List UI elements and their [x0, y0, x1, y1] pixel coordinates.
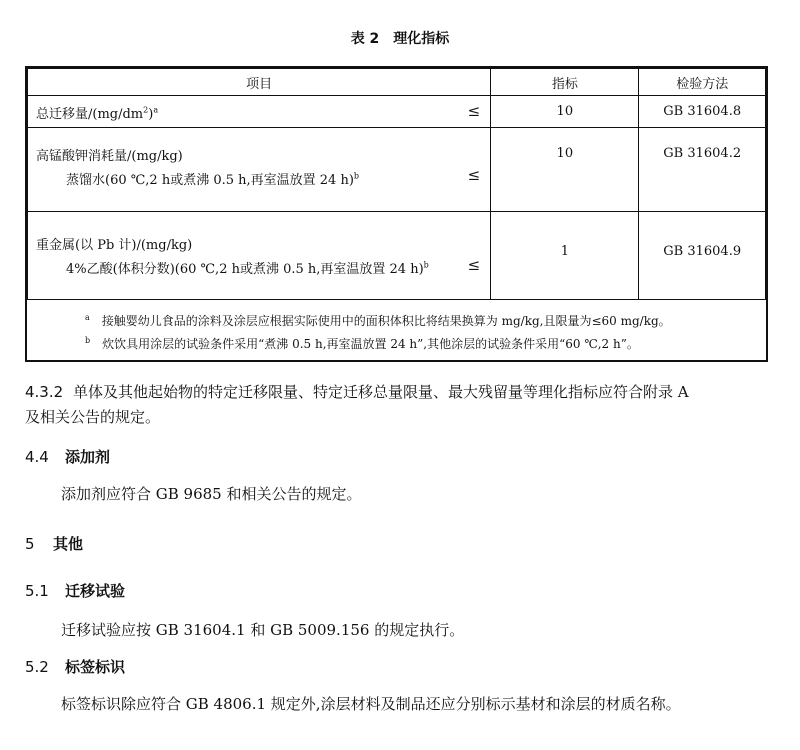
row1-item-close: ) [148, 107, 154, 122]
header-test-method: 检验方法 [639, 69, 766, 96]
table-row [28, 128, 766, 212]
table-row [28, 212, 766, 300]
footnote-a-mark: a [85, 313, 90, 322]
section-5-2-title: 标签标识 [65, 658, 126, 676]
section-5-number: 5 [25, 535, 35, 553]
section-5-2-number: 5.2 [25, 658, 49, 676]
row2-item-condition: 蒸馏水(60 ℃,2 h或煮沸 0.5 h,再室温放置 24 h) [66, 173, 354, 188]
table-title: 表 2 理化指标 [350, 31, 450, 47]
header-item: 项目 [28, 69, 491, 96]
row1-value: 10 [491, 96, 639, 128]
row1-leq-symbol: ≤ [467, 102, 481, 120]
physicochemical-table [25, 66, 768, 362]
row1-item-cell [28, 96, 491, 128]
section-4-3-2-number: 4.3.2 [25, 383, 64, 401]
row1-item-label: 总迁移量/(mg/dm [36, 107, 144, 122]
header-indicator: 指标 [491, 69, 639, 96]
row2-method: GB 31604.2 [639, 128, 766, 212]
table-header-row [28, 69, 766, 96]
footnote-b-mark: b [85, 336, 91, 345]
section-4-4-heading [25, 446, 110, 467]
section-4-3-2-line1 [25, 381, 689, 402]
row2-item-cell [28, 128, 491, 212]
section-5-1-text: 迁移试验应按 GB 31604.1 和 GB 5009.156 的规定执行。 [61, 621, 465, 639]
footnote-a-text: 接触婴幼儿食品的涂料及涂层应根据实际使用中的面积体积比将结果换算为 mg/kg,且限量为≤60 mg/kg。 [101, 314, 671, 328]
section-4-4-title: 添加剂 [65, 448, 111, 466]
row3-item-condition: 4%乙酸(体积分数)(60 ℃,2 h或煮沸 0.5 h,再室温放置 24 h) [66, 262, 424, 277]
section-5-heading [25, 533, 83, 554]
row1-footnote-mark: a [153, 105, 159, 115]
row3-leq-symbol: ≤ [467, 256, 481, 274]
footnote-a [85, 312, 671, 329]
section-4-3-2-text-line1: 单体及其他起始物的特定迁移限量、特定迁移总量限量、最大残留量等理化指标应符合附录 A [73, 383, 689, 401]
footnote-b [85, 335, 639, 352]
row2-item-label: 高锰酸钾消耗量/(mg/kg) [36, 149, 183, 164]
row3-footnote-mark: b [423, 260, 429, 270]
section-5-2-heading [25, 656, 125, 677]
row3-item-label: 重金属(以 Pb 计)/(mg/kg) [36, 238, 193, 253]
section-5-1-title: 迁移试验 [65, 582, 126, 600]
footnote-b-text: 炊饮具用涂层的试验条件采用“煮沸 0.5 h,再室温放置 24 h”,其他涂层的试验条件采用“60 ℃,2 h”。 [102, 337, 639, 351]
row2-leq-symbol: ≤ [467, 166, 481, 184]
section-5-1-heading [25, 580, 125, 601]
table-footnotes [27, 299, 766, 361]
row2-footnote-mark: b [353, 171, 360, 181]
row3-method: GB 31604.9 [639, 212, 766, 300]
row1-item-superscript: 2 [143, 105, 149, 115]
section-5-2-text: 标签标识除应符合 GB 4806.1 规定外,涂层材料及制品还应分别标示基材和涂层的材质名称。 [61, 695, 681, 713]
section-5-1-number: 5.1 [25, 582, 49, 600]
section-5-title: 其他 [53, 535, 84, 553]
section-4-4-text: 添加剂应符合 GB 9685 和相关公告的规定。 [61, 485, 362, 503]
table-row [28, 96, 766, 128]
row3-value: 1 [491, 212, 639, 300]
row2-value: 10 [491, 128, 639, 212]
section-4-4-number: 4.4 [25, 448, 49, 466]
section-4-3-2-text-line2: 及相关公告的规定。 [25, 408, 161, 426]
row1-method: GB 31604.8 [639, 96, 766, 128]
row3-item-cell [28, 212, 491, 300]
